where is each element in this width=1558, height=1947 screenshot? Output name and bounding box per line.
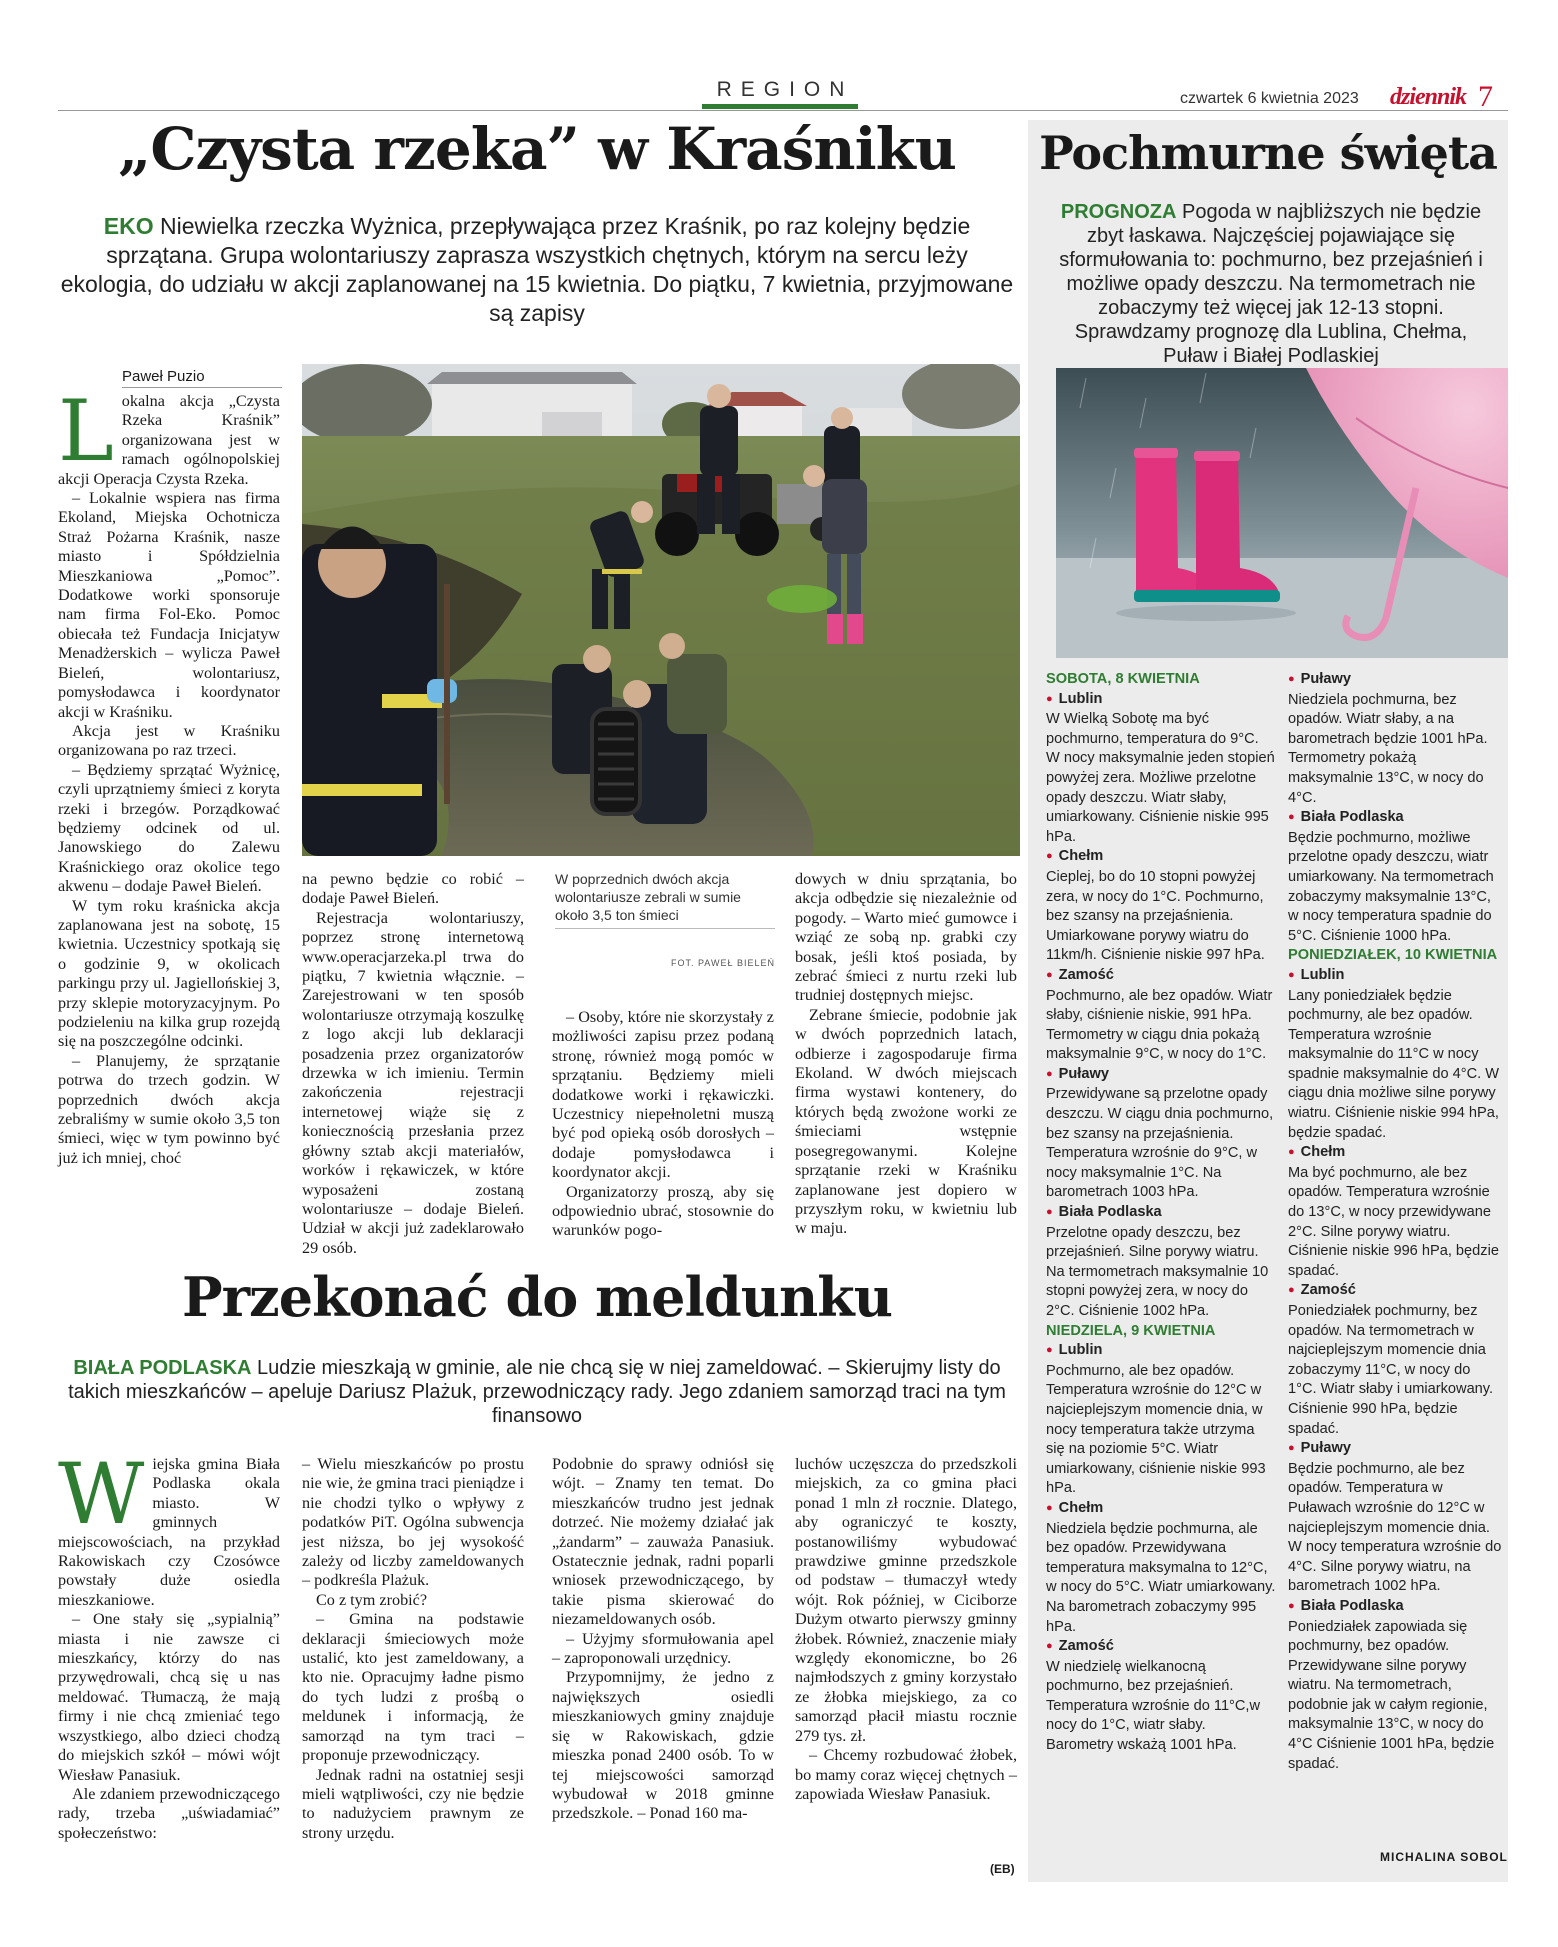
weather-lead-tag: PROGNOZA bbox=[1060, 201, 1177, 223]
section-underline bbox=[702, 104, 858, 109]
article2-signature: (EB) bbox=[990, 1862, 1015, 1876]
article1-paragraph: Zebrane śmiecie, podobnie jak w dwóch poprzednich latach, odbierze i zagospodaruje firma Ekoland. W dwóch miejscach firma wystawi kontenery, do których będą zwożone worki ze śmieciami wstępnie posegregowanymi. Kolejne sprzątanie rzeki w Kraśniku zaplanowane jest dopiero w przyszłym roku, w kwietniu lub w maju. bbox=[795, 1005, 1017, 1238]
article1-column-4 bbox=[795, 870, 1017, 1239]
forecast-city-name: ● Puławy bbox=[1288, 670, 1502, 691]
article2-paragraph: Przypomnijmy, że jedno z największych osiedli mieszkaniowych gminy znajduje się w Rakowiskach, gdzie mieszka ponad 2400 osób. To w tej miejscowości samorząd wybudował w 2018 gminne przedszkole. – Ponad 160 ma- bbox=[552, 1668, 774, 1823]
article1-column-2 bbox=[302, 870, 524, 1258]
photo-credit: FOT. PAWEŁ BIELEŃ bbox=[670, 958, 775, 968]
article1-column-1 bbox=[58, 382, 280, 1168]
article2-paragraph: Ale zdaniem przewodniczącego rady, trzeba „uświadamiać” społeczeństwo: bbox=[58, 1784, 280, 1842]
article2-paragraph: Jednak radni na ostatniej sesji mieli wątpliwości, czy nie będzie to nadużyciem prawnym ze strony urzędu. bbox=[302, 1765, 524, 1842]
forecast-city-name: ● Biała Podlaska bbox=[1046, 1203, 1276, 1224]
forecast-city-name: ● Zamość bbox=[1046, 1637, 1276, 1658]
article2-paragraph: Podobnie do sprawy odniósł się wójt. – Znamy ten temat. Do mieszkańców trudno jest jednak dotrzeć. Nie możemy działać jak „żandarm” – zauważa Panasiuk. Ostatecznie jednak, radni poparli wniosek przewodniczącego, by takie pisma skierować do niezameldowanych osób. bbox=[552, 1455, 774, 1629]
article1-dropcap: L bbox=[58, 382, 114, 480]
forecast-text: Przelotne opady deszczu, bez przejaśnień. Silne porywy wiatru. Na termometrach maksymalnie 10 stopni powyżej zera, w nocy do 2°C. Ciśnienie 1002 hPa. bbox=[1046, 1224, 1269, 1319]
weather-author: MICHALINA SOBOL bbox=[1380, 1850, 1508, 1864]
forecast-city-name: ● Lublin bbox=[1046, 690, 1276, 711]
weather-lead bbox=[1046, 200, 1496, 368]
article1-paragraph: dowych w dniu sprzątania, bo akcja odbędzie się niezależnie od pogody. – Warto mieć gumowce i wziąć ze sobą np. grabki czy bosak, jeśli ktoś posiada, by zebrać śmieci z nurtu rzeki lub trudniej dostępnych miejsc. bbox=[795, 870, 1017, 1005]
article2-column-2 bbox=[302, 1455, 524, 1843]
forecast-text: Przewidywane są przelotne opady deszczu. W ciągu dnia pochmurno, bez szansy na przejaśnienia. Temperatura wzrośnie do 9°C, w nocy maksymalnie 1°C. Na barometrach 1003 hPa. bbox=[1046, 1086, 1274, 1201]
forecast-text: Będzie pochmurno, ale bez opadów. Temperatura w Puławach wzrośnie do 12°C w najcieplejszym momencie dnia. W nocy temperatura wzrośnie do 4°C. Silne porywy wiatru, na barometrach 1002 hPa. bbox=[1288, 1460, 1502, 1595]
rain-boots-illustration bbox=[1056, 368, 1508, 658]
weather-lead-text: Pogoda w najbliższych nie będzie zbyt łaskawa. Najczęściej pojawiające się sformułowania to: pochmurno, bez przejaśnień i możliwe opady deszczu. Na termometrach nie zobaczymy też więcej jak 12-13 stopni. Sprawdzamy prognozę dla Lublina, Chełma, Puław i Białej Podlaskiej bbox=[1059, 201, 1483, 367]
article2-lead-text: Ludzie mieszkają w gminie, ale nie chcą się w niej zameldować. – Skierujmy listy do takich mieszkańców – apeluje Dariusz Plażuk, przewodniczący rady. Jego zdaniem samorząd traci na tym finansowo bbox=[68, 1357, 1006, 1427]
forecast-city-name: ● Puławy bbox=[1288, 1439, 1502, 1460]
article2-dropcap: W bbox=[58, 1445, 145, 1543]
article1-column-3 bbox=[552, 1008, 774, 1241]
forecast-city-name: ● Lublin bbox=[1288, 966, 1502, 987]
article1-lead-tag: EKO bbox=[103, 213, 154, 239]
article2-paragraph: Wiejska gmina Biała Podlaska okala miasto. W gminnych miejscowościach, na przykład Rakowiskach czy Czosówce powstały duże osiedla mieszkaniowe. bbox=[58, 1445, 280, 1609]
article1-lead-text: Niewielka rzeczka Wyżnica, przepływająca przez Kraśnik, po raz kolejny będzie sprzątana. Grupa wolontariuszy zaprasza wszystkich chętnych, którym na sercu leży ekologia, do udziału w akcji zaplanowanej na 15 kwietnia. Do piątku, 7 kwietnia, przyjmowane są zapisy bbox=[60, 213, 1014, 326]
article2-column-3 bbox=[552, 1455, 774, 1824]
article2-paragraph: – Wielu mieszkańców po prostu nie wie, że gmina traci pieniądze i nie chodzi tylko o wpływy z podatków PiT. Ogólna subwencja jest niższa, bo jej wysokość zależy od liczby zameldowanych – podkreśla Plażuk. bbox=[302, 1455, 524, 1590]
forecast-text: Poniedziałek pochmurny, bez opadów. Na termometrach w najcieplejszym momencie dnia zobaczymy 11°C, w nocy do 1°C. Wiatr słaby i umiarkowany. Ciśnienie 990 hPa, będzie spadać. bbox=[1288, 1303, 1494, 1437]
forecast-text: W Wielką Sobotę ma być pochmurno, temperatura do 9°C. W nocy maksymalnie jeden stopień powyżej zera. Możliwe przelotne opady deszczu. Wiatr słaby, umiarkowany. Ciśnienie niskie 995 hPa. bbox=[1046, 711, 1275, 845]
article1-paragraph: Organizatorzy proszą, aby się odpowiednio ubrać, stosownie do warunków pogo- bbox=[552, 1182, 774, 1240]
river-cleanup-photo bbox=[302, 364, 1020, 856]
article2-column-4 bbox=[795, 1455, 1017, 1804]
forecast-text: Będzie pochmurno, możliwe przelotne opady deszczu, wiatr umiarkowany. Na termometrach zobaczymy maksymalnie 13°C, w nocy temperatura spadnie do 5°C. Ciśnienie 1000 hPa. bbox=[1288, 829, 1494, 944]
forecast-day-heading: NIEDZIELA, 9 KWIETNIA bbox=[1046, 1322, 1216, 1339]
river-cleanup-illustration bbox=[302, 364, 1020, 856]
article1-paragraph: – Osoby, które nie skorzystały z możliwości zapisu przez podaną stronę, również mogą pomóc w sprzątaniu. Będziemy mieli dodatkowe worki i rękawiczki. Uczestnicy niepełnoletni muszą być pod opieką osób dorosłych – dodaje pomysłodawca i koordynator akcji. bbox=[552, 1008, 774, 1182]
weather-headline: Pochmurne święta bbox=[1039, 126, 1497, 180]
forecast-text: Poniedziałek zapowiada się pochmurny, bez opadów. Przewidywane silne porywy wiatru. Na termometrach, podobnie jak w całym regionie, maksymalnie 13°C, w nocy do 4°C Ciśnienie 1001 hPa, będzie spadać. bbox=[1288, 1618, 1495, 1772]
photo-caption: W poprzednich dwóch akcja wolontariusze zebrali w sumie około 3,5 ton śmieci bbox=[555, 870, 775, 929]
article2-lead-tag: BIAŁA PODLASKA bbox=[73, 1357, 252, 1379]
forecast-city-name: ● Lublin bbox=[1046, 1341, 1276, 1362]
forecast-text: Pochmurno, ale bez opadów. Wiatr słaby, ciśnienie niskie, 991 hPa. Termometry w ciągu dnia pokażą maksymalnie 9°C, w nocy do 1°C. bbox=[1046, 987, 1273, 1063]
article1-byline: Paweł Puzio bbox=[122, 368, 282, 388]
article2-paragraph: – One stały się „sypialnią” miasta i nie zawsze ci mieszkańcy, którzy do nas przywędrowali, chcą się u nas meldować. Tłumaczą, że mają firmy i nie chcą zmieniać tego wszystkiego, albo dzieci chodzą do miejskich szkół – mówi wójt Wiesław Panasiuk. bbox=[58, 1610, 280, 1784]
forecast-city-name: ● Zamość bbox=[1046, 966, 1276, 987]
article2-paragraph: – Użyjmy sformułowania apel – zaproponowali urzędnicy. bbox=[552, 1629, 774, 1668]
page-number: 7 bbox=[1478, 80, 1493, 113]
forecast-text: Niedziela będzie pochmurna, ale bez opadów. Przewidywana temperatura maksymalna to 12°C, w nocy do 5°C. Wiatr umiarkowany. Na barometrach zobaczymy 995 hPa. bbox=[1046, 1520, 1276, 1635]
header-rule bbox=[58, 110, 1508, 111]
rain-boots-photo bbox=[1056, 368, 1508, 658]
article2-column-1 bbox=[58, 1445, 280, 1843]
article1-paragraph: W tym roku kraśnicka akcja zaplanowana jest na sobotę, 15 kwietnia. Uczestnicy spotkają się o godzinie 9, w okolicach parkingu przy ul. Jagiellońskiej 3, przy sklepie motoryzacyjnym. Po podzieleniu na kilka grup rozejdą się na poszczególne odcinki. bbox=[58, 896, 280, 1051]
forecast-city-name: ● Biała Podlaska bbox=[1288, 808, 1502, 829]
forecast-city-name: ● Chełm bbox=[1046, 847, 1276, 868]
forecast-city-name: ● Biała Podlaska bbox=[1288, 1597, 1502, 1618]
weather-column-1 bbox=[1046, 670, 1276, 1756]
article1-paragraph: Akcja jest w Kraśniku organizowana po raz trzeci. bbox=[58, 721, 280, 760]
article1-headline: „Czysta rzeka” w Kraśniku bbox=[118, 115, 956, 183]
forecast-day-heading: SOBOTA, 8 KWIETNIA bbox=[1046, 671, 1200, 687]
article2-lead bbox=[58, 1356, 1016, 1428]
forecast-city-name: ● Puławy bbox=[1046, 1065, 1276, 1086]
forecast-text: W niedzielę wielkanocną pochmurno, bez przejaśnień. Temperatura wzrośnie do 11°C,w nocy do 1°C, wiatr słaby. Barometry wskażą 1001 hPa. bbox=[1046, 1658, 1261, 1754]
article2-paragraph: luchów uczęszcza do przedszkoli miejskich, za co gmina płaci ponad 1 mln zł rocznie. Dlatego, aby ograniczyć te koszty, postanowiliśmy wybudować prawdziwe gminne przedszkole od podstaw – tłumaczył wtedy wójt. Rok później, w Ciciborze Dużym otwarto pierwszy gminny żłobek. Również, znaczenie miały względy ekonomiczne, bo 26 najmłodszych z gminy korzystało ze żłobka miejskiego, za co samorząd płacił miastu rocznie 279 tys. zł. bbox=[795, 1455, 1017, 1745]
article1-paragraph: Lokalna akcja „Czysta Rzeka Kraśnik” organizowana jest w ramach ogólnopolskiej akcji Operacja Czysta Rzeka. bbox=[58, 382, 280, 488]
issue-date: czwartek 6 kwietnia 2023 bbox=[1180, 90, 1359, 107]
article1-paragraph: – Będziemy sprzątać Wyżnicę, czyli uprzątniemy śmieci z koryta rzeki i brzegów. Porządkować będziemy odcinek od ul. Janowskiego do Zalewu Kraśnickiego oraz okolice tego akwenu – dodaje Paweł Bieleń. bbox=[58, 760, 280, 896]
article1-paragraph: Rejestracja wolontariuszy, poprzez stronę internetową www.operacjarzeka.pl trwa do piątku, 7 kwietnia włącznie. – Zarejestrowani w ten sposób wolontariusze otrzymają koszulkę z logo akcji lub deklaracji posadzenia przez organizatorów drzewka w ich imieniu. Termin zakończenia rejestracji internetowej wiąże się z koniecznością przesłania przez główny sztab akcji materiałów, worków i rękawiczek, w które wyposażeni zostaną wolontariusze – dodaje Bieleń. Udział w akcji już zadeklarowało 29 osób. bbox=[302, 908, 524, 1257]
forecast-day-heading: PONIEDZIAŁEK, 10 KWIETNIA bbox=[1288, 947, 1498, 964]
forecast-text: Ma być pochmurno, ale bez opadów. Temperatura wzrośnie do 13°C, w nocy przewidywane 2°C. Silne porywy wiatru. Ciśnienie niskie 996 hPa, będzie spadać. bbox=[1288, 1164, 1499, 1279]
newspaper-logo: dziennik bbox=[1390, 84, 1467, 110]
forecast-city-name: ● Zamość bbox=[1288, 1281, 1502, 1302]
weather-column-2 bbox=[1288, 670, 1502, 1774]
article2-headline: Przekonać do meldunku bbox=[182, 1265, 892, 1329]
forecast-city-name: ● Chełm bbox=[1046, 1499, 1276, 1520]
forecast-text: Pochmurno, ale bez opadów. Temperatura wzrośnie do 12°C w najcieplejszym momencie dnia, w nocy temperatura także utrzyma się na poziomie 5°C. Wiatr umiarkowany, ciśnienie niskie 993 hPa. bbox=[1046, 1362, 1266, 1497]
article1-paragraph: na pewno będzie co robić – dodaje Paweł Bieleń. bbox=[302, 870, 524, 908]
article1-paragraph: – Planujemy, że sprzątanie potrwa do trzech godzin. W poprzednich dwóch akcja zebraliśmy w sumie około 3,5 ton śmieci, więc w tym powinno być już ich mniej, choć bbox=[58, 1051, 280, 1167]
forecast-text: Lany poniedziałek będzie pochmurny, ale bez opadów. Temperatura wzrośnie maksymalnie do 11°C w nocy spadnie maksymalnie do 4°C. W ciągu dnia możliwe silne porywy wiatru. Ciśnienie niskie 994 hPa, będzie spadać. bbox=[1288, 987, 1500, 1141]
forecast-city-name: ● Chełm bbox=[1288, 1143, 1502, 1164]
article2-paragraph: – Gmina na podstawie deklaracji śmieciowych może ustalić, kto jest zameldowany, a kto nie. Opracujmy ładne pismo do tych ludzi z prośbą o meldunek i informacją, że samorząd na tym traci – proponuje przewodniczący. bbox=[302, 1610, 524, 1765]
forecast-text: Cieplej, bo do 10 stopni powyżej zera, w nocy do 1°C. Pochmurno, bez szansy na przejaśnienia. Umiarkowane porywy wiatru do 11km/h. Ciśnienie niskie 997 hPa. bbox=[1046, 868, 1265, 964]
article1-paragraph: – Lokalnie wspiera nas firma Ekoland, Miejska Ochotnicza Straż Pożarna Kraśnik, nasze miasto i Spółdzielnia Mieszkaniowa „Pomoc”. Dodatkowe worki sponsoruje nam firma Fol-Eko. Pomoc obiecała też Fundacja Inicjatyw Menadżerskich – wylicza Paweł Bieleń, wolontariusz, pomysłodawca i koordynator akcji w Kraśniku. bbox=[58, 489, 280, 721]
section-label: REGION bbox=[716, 78, 854, 101]
article2-paragraph: Co z tym zrobić? bbox=[316, 1590, 428, 1609]
forecast-text: Niedziela pochmurna, bez opadów. Wiatr słaby, a na barometrach będzie 1001 hPa. Termometry pokażą maksymalnie 13°C, w nocy do 4°C. bbox=[1288, 691, 1488, 806]
article2-paragraph: – Chcemy rozbudować żłobek, bo mamy coraz więcej chętnych – zapowiada Wiesław Panasiuk. bbox=[795, 1746, 1017, 1803]
article1-lead bbox=[58, 212, 1016, 328]
